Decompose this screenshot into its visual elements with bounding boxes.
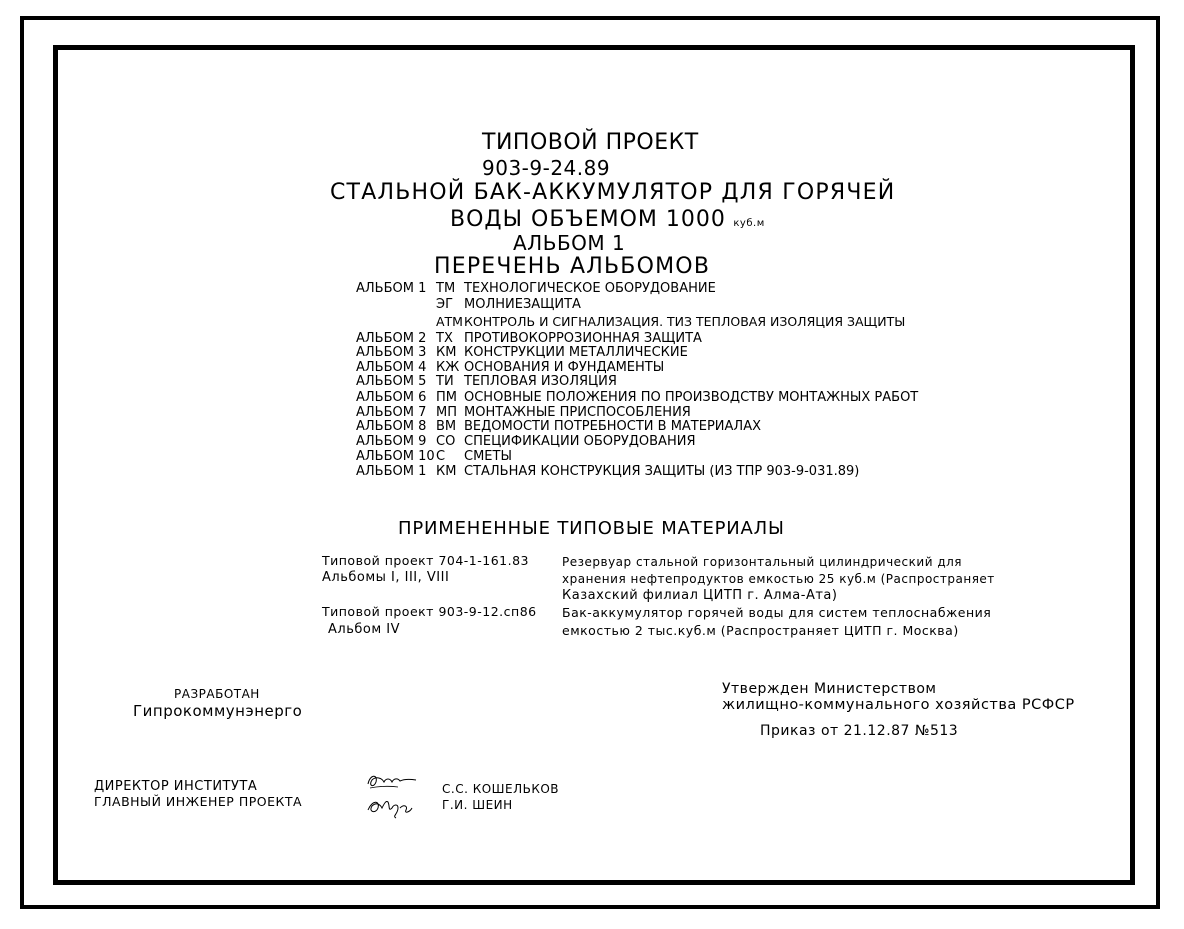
album-code: ТИ (436, 374, 454, 389)
album-code: МП (436, 405, 457, 420)
title-subject-line1: СТАЛЬНОЙ БАК-АККУМУЛЯТОР ДЛЯ ГОРЯЧЕЙ (330, 180, 896, 205)
album-number: АЛЬБОМ 10 (356, 449, 435, 464)
title-volume: ВОДЫ ОБЪЕМОМ 1000 (450, 207, 726, 232)
album-title: ТЕПЛОВАЯ ИЗОЛЯЦИЯ (464, 374, 617, 389)
material1-ref-line1: Типовой проект 704-1-161.83 (322, 553, 530, 568)
material1-desc-line3: Казахский филиал ЦИТП г. Алма-Ата) (562, 588, 838, 603)
album-code: КМ (436, 345, 457, 360)
album-code: С (436, 449, 446, 464)
album-title: МОНТАЖНЫЕ ПРИСПОСОБЛЕНИЯ (464, 405, 691, 420)
signature-chief-engineer (364, 794, 428, 820)
album-title: КОНСТРУКЦИИ МЕТАЛЛИЧЕСКИЕ (464, 345, 688, 360)
material2-desc-line1: Бак-аккумулятор горячей воды для систем теплоснабжения (562, 605, 992, 620)
list-item (356, 315, 905, 328)
album-code: КЖ (436, 360, 460, 375)
album-code: ПМ (436, 390, 457, 405)
title-album: АЛЬБОМ 1 (513, 231, 626, 255)
material2-ref-line1: Типовой проект 903-9-12.сп86 (322, 604, 537, 619)
title-subject-line2 (450, 209, 765, 231)
material2-ref-line2: Альбом IV (328, 622, 401, 637)
title-project-number: 903-9-24.89 (482, 156, 611, 180)
list-item (356, 391, 918, 404)
list-item (356, 346, 688, 359)
album-code: ЭГ (436, 297, 454, 312)
album-title: ТЕХНОЛОГИЧЕСКОЕ ОБОРУДОВАНИЕ (464, 281, 716, 296)
album-number: АЛЬБОМ 8 (356, 419, 427, 434)
material1-ref-line2: Альбомы I, III, VIII (322, 570, 450, 585)
album-code: КМ (436, 464, 457, 479)
developer-label: РАЗРАБОТАН (174, 687, 260, 701)
approval-line3: Приказ от 21.12.87 №513 (760, 723, 959, 739)
developer-name: Гипрокоммунэнерго (133, 702, 303, 720)
signatory-name-chief-engineer: Г.И. ШЕИН (442, 798, 513, 812)
album-title: ВЕДОМОСТИ ПОТРЕБНОСТИ В МАТЕРИАЛАХ (464, 419, 761, 434)
signature-director (364, 770, 428, 792)
album-number: АЛЬБОМ 2 (356, 331, 427, 346)
approval-line2: жилищно-коммунального хозяйства РСФСР (722, 697, 1075, 713)
title-project-type: ТИПОВОЙ ПРОЕКТ (482, 130, 699, 155)
album-code: СО (436, 434, 456, 449)
album-title: КОНТРОЛЬ И СИГНАЛИЗАЦИЯ. ТИЗ ТЕПЛОВАЯ ИЗОЛЯЦИЯ ЗАЩИТЫ (464, 314, 906, 329)
album-title: СМЕТЫ (464, 449, 512, 464)
list-item (356, 450, 512, 463)
list-item (356, 298, 581, 311)
material1-desc-line2: хранения нефтепродуктов емкостью 25 куб.м (Распространяет (562, 572, 995, 586)
title-volume-unit: куб.м (733, 218, 765, 229)
album-title: СПЕЦИФИКАЦИИ ОБОРУДОВАНИЯ (464, 434, 696, 449)
list-item (356, 435, 695, 448)
album-title: ПРОТИВОКОРРОЗИОННАЯ ЗАЩИТА (464, 331, 702, 346)
album-title: ОСНОВНЫЕ ПОЛОЖЕНИЯ ПО ПРОИЗВОДСТВУ МОНТАЖНЫХ РАБОТ (464, 390, 919, 405)
album-title: МОЛНИЕЗАЩИТА (464, 297, 581, 312)
list-item (356, 420, 761, 433)
material1-desc-line1: Резервуар стальной горизонтальный цилиндрический для (562, 555, 963, 569)
album-title: ОСНОВАНИЯ И ФУНДАМЕНТЫ (464, 360, 665, 375)
materials-heading: ПРИМЕНЕННЫЕ ТИПОВЫЕ МАТЕРИАЛЫ (398, 518, 785, 539)
album-number: АЛЬБОМ 7 (356, 405, 427, 420)
list-item (356, 406, 691, 419)
album-number: АЛЬБОМ 6 (356, 390, 427, 405)
album-code: ВМ (436, 419, 457, 434)
list-item (356, 332, 702, 345)
list-item (356, 282, 716, 295)
album-title: СТАЛЬНАЯ КОНСТРУКЦИЯ ЗАЩИТЫ (ИЗ ТПР 903-9-031.89) (464, 464, 860, 479)
album-code: ТХ (436, 331, 453, 346)
album-number: АЛЬБОМ 1 (356, 281, 427, 296)
album-number: АЛЬБОМ 9 (356, 434, 427, 449)
album-code: АТМ (436, 314, 463, 329)
albums-list-heading: ПЕРЕЧЕНЬ АЛЬБОМОВ (434, 254, 711, 279)
list-item (356, 361, 664, 374)
signatory-role-director: ДИРЕКТОР ИНСТИТУТА (94, 779, 258, 794)
album-number: АЛЬБОМ 5 (356, 374, 427, 389)
approval-line1: Утвержден Министерством (722, 681, 937, 697)
signatory-role-chief-engineer: ГЛАВНЫЙ ИНЖЕНЕР ПРОЕКТА (94, 794, 303, 809)
album-number: АЛЬБОМ 1 (356, 464, 427, 479)
material2-desc-line2: емкостью 2 тыс.куб.м (Распространяет ЦИТП г. Москва) (562, 623, 959, 638)
album-number: АЛЬБОМ 3 (356, 345, 427, 360)
signatory-name-director: С.С. КОШЕЛЬКОВ (442, 782, 560, 796)
album-code: ТМ (436, 281, 456, 296)
album-number: АЛЬБОМ 4 (356, 360, 427, 375)
list-item (356, 465, 859, 478)
list-item (356, 375, 617, 388)
